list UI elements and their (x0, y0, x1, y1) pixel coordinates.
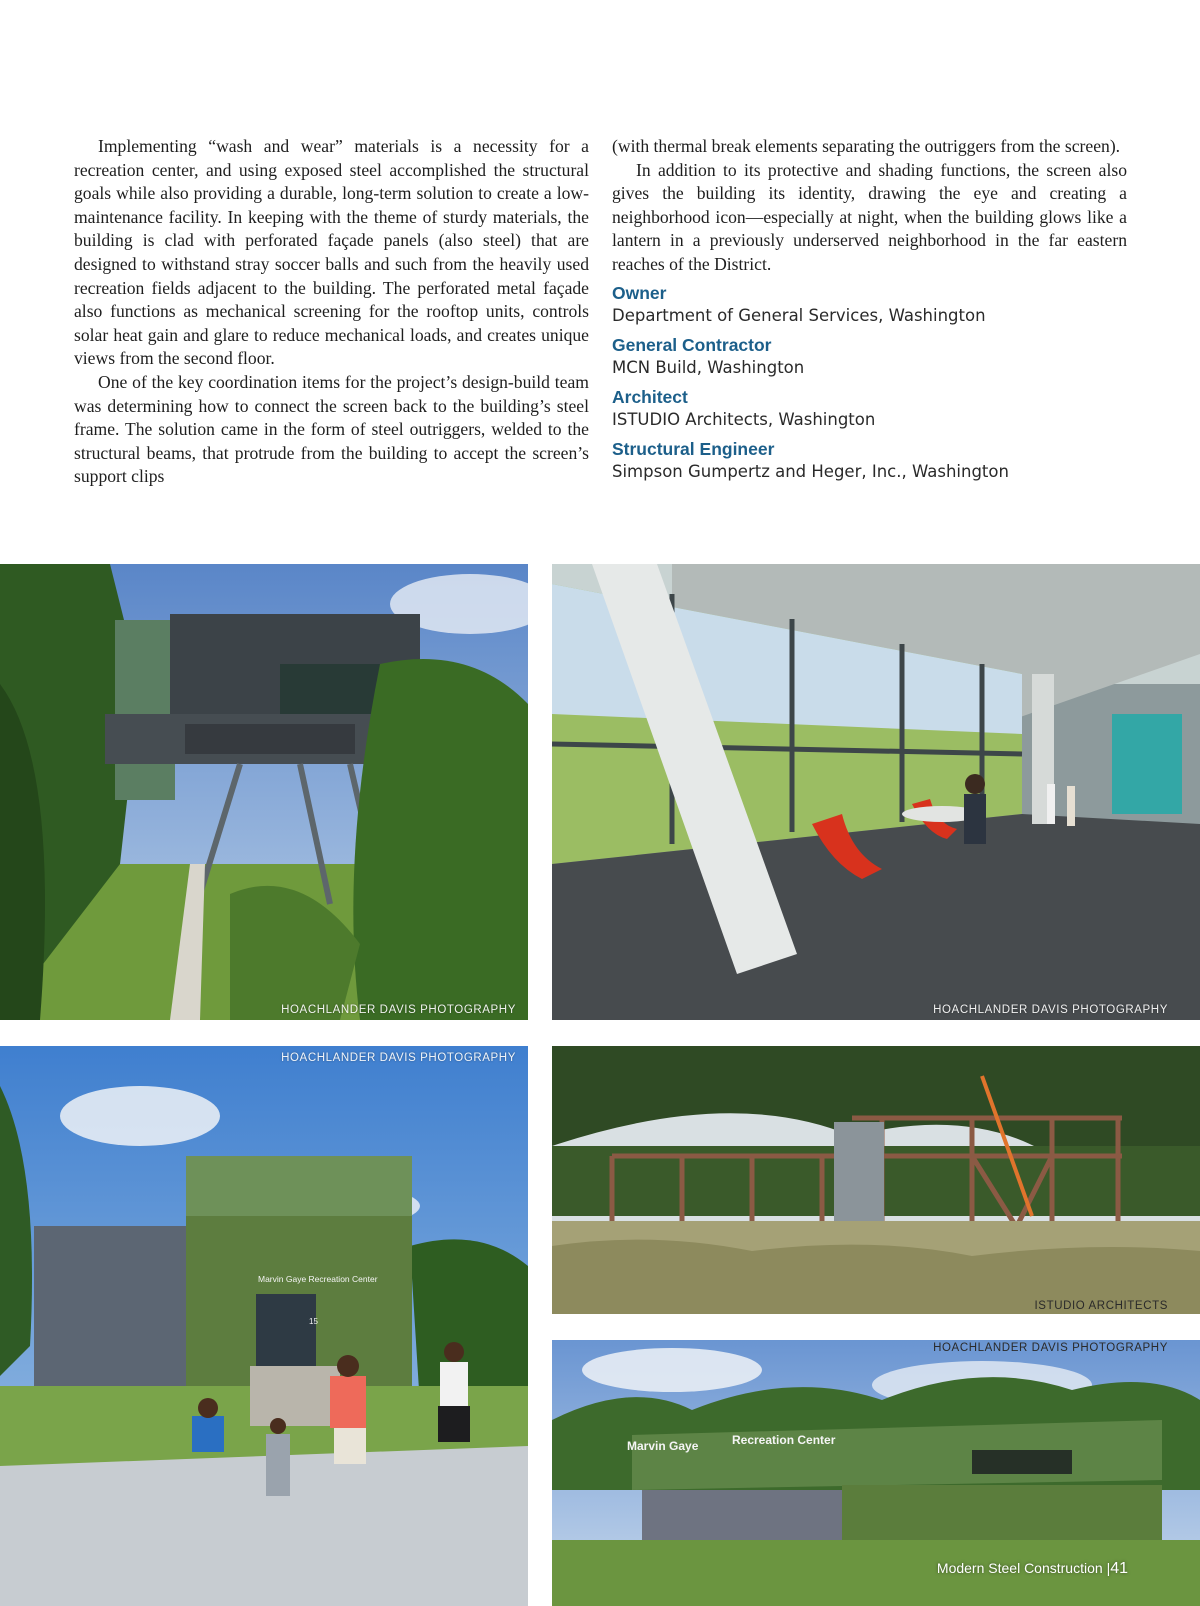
credit-label-architect: Architect (612, 386, 688, 407)
photo-credit: HOACHLANDER DAVIS PHOTOGRAPHY (281, 1052, 516, 1064)
photo-steel-frame (552, 1046, 1200, 1314)
photo-credit: HOACHLANDER DAVIS PHOTOGRAPHY (933, 1004, 1168, 1016)
publication-name: Modern Steel Construction (936, 1560, 1103, 1576)
photo-interior-corridor (552, 564, 1200, 1020)
photo-credit: HOACHLANDER DAVIS PHOTOGRAPHY (933, 1342, 1168, 1354)
credit-label-general-contractor: General Contractor (612, 334, 772, 355)
credit-value-owner: Department of General Services, Washington (612, 305, 986, 325)
credit-value-architect: ISTUDIO Architects, Washington (612, 409, 876, 429)
credit-value-structural-engineer: Simpson Gumpertz and Heger, Inc., Washington (612, 461, 1009, 481)
photo-elevated-building (0, 564, 528, 1020)
building-sign-left: Marvin Gaye (627, 1439, 699, 1453)
page-footer (937, 1560, 1128, 1578)
paragraph: In addition to its protective and shading functions, the screen also gives the building its identity, drawing the eye and creating a neighborhood icon—especially at night, when the building glows like a lantern in a previously underserved neighborhood in the far eastern reaches of the District. (612, 159, 1127, 274)
credit-value-general-contractor: MCN Build, Washington (612, 357, 805, 377)
paragraph: Implementing “wash and wear” materials is a necessity for a recreation center, and using exposed steel accomplished the structural goals while also providing a durable, long-term solution to create a low-maintenance facility. In keeping with the theme of sturdy materials, the building is clad with perforated façade panels (also steel) that are designed to withstand stray soccer balls and such from the heavily used recreation fields adjacent to the building. The perforated metal façade also functions as mechanical screening for the rooftop units, controls solar heat gain and glare to reduce mechanical loads, and creates unique views from the second floor. (74, 136, 589, 369)
photo-credit: HOACHLANDER DAVIS PHOTOGRAPHY (281, 1004, 516, 1016)
door-number: 15 (309, 1317, 318, 1326)
building-sign-right: Recreation Center (732, 1433, 836, 1447)
paragraph: (with thermal break elements separating the outriggers from the screen). (612, 136, 1121, 156)
folio-separator: | (1106, 1560, 1111, 1576)
paragraph: One of the key coordination items for the project’s design-build team was determining how to connect the screen back to the building’s steel frame. The solution came in the form of steel outriggers, welded to the structural beams, that protrude from the building to accept the screen’s support clips (74, 371, 589, 487)
photo-credit: ISTUDIO ARCHITECTS (1034, 1300, 1168, 1312)
article-right-column (612, 135, 1127, 490)
page-number: 41 (1110, 1560, 1128, 1577)
article-left-column (74, 135, 589, 489)
credit-label-owner: Owner (612, 282, 667, 303)
credit-label-structural-engineer: Structural Engineer (612, 438, 775, 459)
project-credits (612, 282, 1127, 483)
building-sign-text: Marvin Gaye Recreation Center (258, 1274, 378, 1284)
photo-kids-jumping (0, 1046, 528, 1606)
